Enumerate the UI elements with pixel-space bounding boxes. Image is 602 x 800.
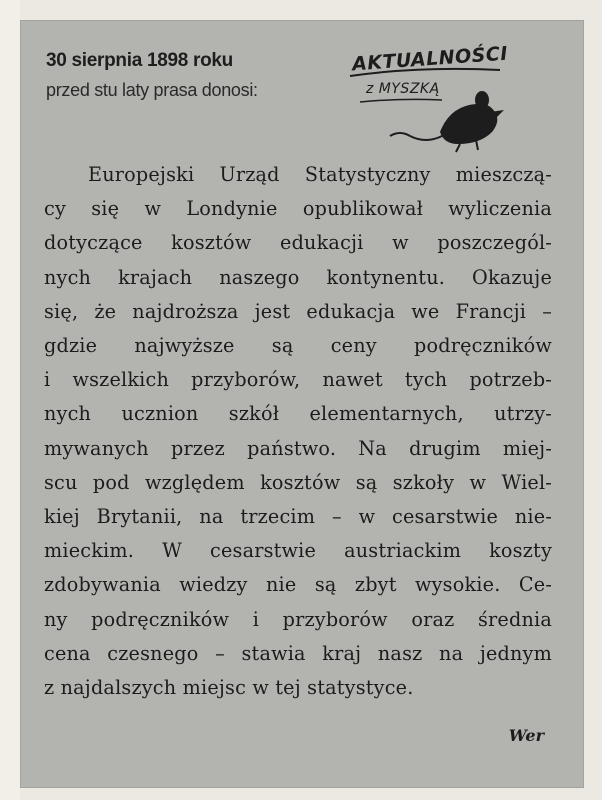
article-line: Europejski Urząd Statystyczny mieszczą- [88,163,552,186]
article-body [44,158,552,705]
article-line: mieckim. W cesarstwie austriackim koszty [44,539,552,563]
article-line: nych ucznion szkół elementarnych, utrzy- [44,402,552,426]
article-line: i wszelkich przyborów, nawet tych potrzeb- [44,368,552,392]
page-margin [0,0,20,800]
article-line: nych krajach naszego kontynentu. Okazuje [44,265,552,289]
article-line: scu pod względem kosztów są szkoły w Wiel- [44,470,552,494]
logo-title: AKTUALNOŚCI [351,42,509,76]
article-line: gdzie najwyższe są ceny podręczników [44,334,552,358]
article-date: 30 sierpnia 1898 roku [46,50,233,71]
article-line: cena czesnego – stawia kraj nasz na jednym [44,641,552,665]
article-line: dotyczące kosztów edukacji w poszczegól- [44,231,552,255]
column-logo [330,40,510,158]
article-line: mywanych przez państwo. Na drugim miej- [44,436,552,460]
article-line: ny podręczników i przyborów oraz średnia [44,607,552,631]
article-line: kiej Brytanii, na trzecim – w cesarstwie nie- [44,505,552,529]
article-subtitle: przed stu laty prasa donosi: [46,80,258,100]
article-line: z najdalszych miejsc w tej statystyce. [44,676,414,700]
article-line: zdobywania wiedzy nie są zbyt wysokie. Ce- [44,573,552,597]
logo-subtitle: z MYSZKĄ [366,81,440,97]
article-line: się, że najdroższa jest edukacja we Francji – [44,299,552,323]
article-signature: Wer [508,726,544,745]
article-line: cy się w Londynie opublikował wyliczenia [44,197,552,221]
